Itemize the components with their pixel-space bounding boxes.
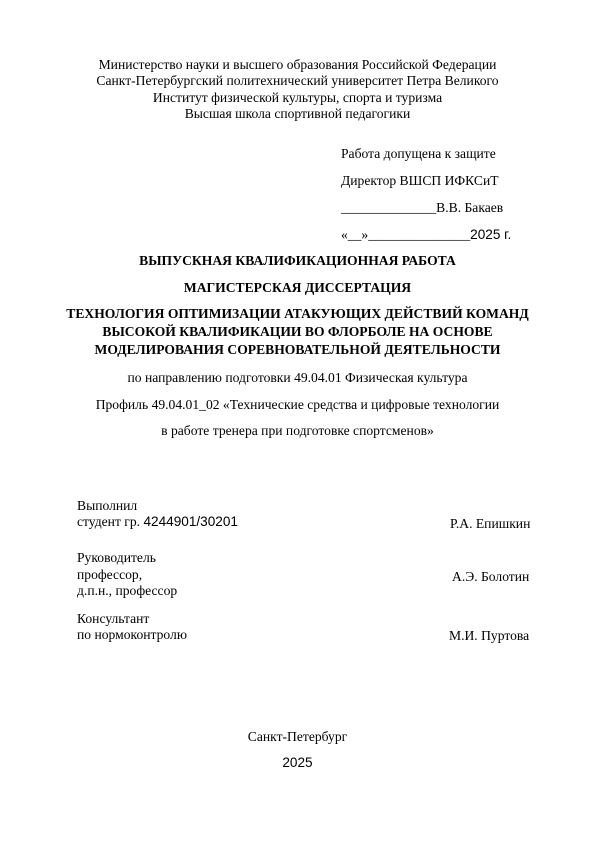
consultant-title: по нормоконтролю	[77, 627, 187, 642]
topic-line-3: МОДЕЛИРОВАНИЯ СОРЕВНОВАТЕЛЬНОЙ ДЕЯТЕЛЬНОСТИ	[94, 342, 501, 357]
author-group-number: 4244901/30201	[143, 514, 238, 529]
ministry-line: Министерство науки и высшего образования Российской Федерации	[98, 57, 497, 72]
supervisor-title-1: профессор,	[77, 567, 143, 582]
footer-city: Санкт-Петербург	[247, 729, 348, 744]
approval-signature-line: ______________В.В. Бакаев	[341, 200, 504, 215]
topic-line-1: ТЕХНОЛОГИЯ ОПТИМИЗАЦИИ АТАКУЮЩИХ ДЕЙСТВИЙ КОМАНД	[66, 306, 529, 321]
author-name: Р.А. Епишкин	[450, 516, 531, 531]
profile-line-1: Профиль 49.04.01_02 «Технические средства и цифровые технологии	[95, 397, 500, 412]
direction-line: по направлению подготовки 49.04.01 Физическая культура	[127, 370, 468, 385]
author-group-prefix: студент гр.	[77, 514, 144, 529]
degree-type: МАГИСТЕРСКАЯ ДИССЕРТАЦИЯ	[183, 280, 412, 295]
approval-date-year: 2025 г.	[470, 227, 512, 242]
approval-date	[341, 227, 511, 243]
supervisor-name: А.Э. Болотин	[452, 569, 530, 584]
university-line: Санкт-Петербургский политехнический университет Петра Великого	[96, 73, 499, 88]
author-group	[77, 514, 238, 530]
supervisor-title-2: д.п.н., профессор	[77, 583, 178, 598]
approval-director: Директор ВШСП ИФКСиТ	[341, 173, 499, 188]
consultant-name: М.И. Пуртова	[449, 628, 530, 643]
author-role: Выполнил	[77, 498, 138, 513]
approval-date-prefix: «__»_______________	[341, 227, 471, 242]
institute-line: Институт физической культуры, спорта и туризма	[152, 90, 443, 105]
school-line: Высшая школа спортивной педагогики	[184, 106, 411, 121]
supervisor-role: Руководитель	[77, 550, 156, 565]
work-type: ВЫПУСКНАЯ КВАЛИФИКАЦИОННАЯ РАБОТА	[139, 253, 456, 268]
topic-line-2: ВЫСОКОЙ КВАЛИФИКАЦИИ ВО ФЛОРБОЛЕ НА ОСНОВЕ	[102, 324, 493, 339]
approval-admitted: Работа допущена к защите	[341, 146, 496, 161]
consultant-role: Консультант	[77, 611, 150, 626]
footer-year: 2025	[282, 755, 313, 770]
profile-line-2: в работе тренера при подготовке спортсменов»	[161, 423, 434, 438]
